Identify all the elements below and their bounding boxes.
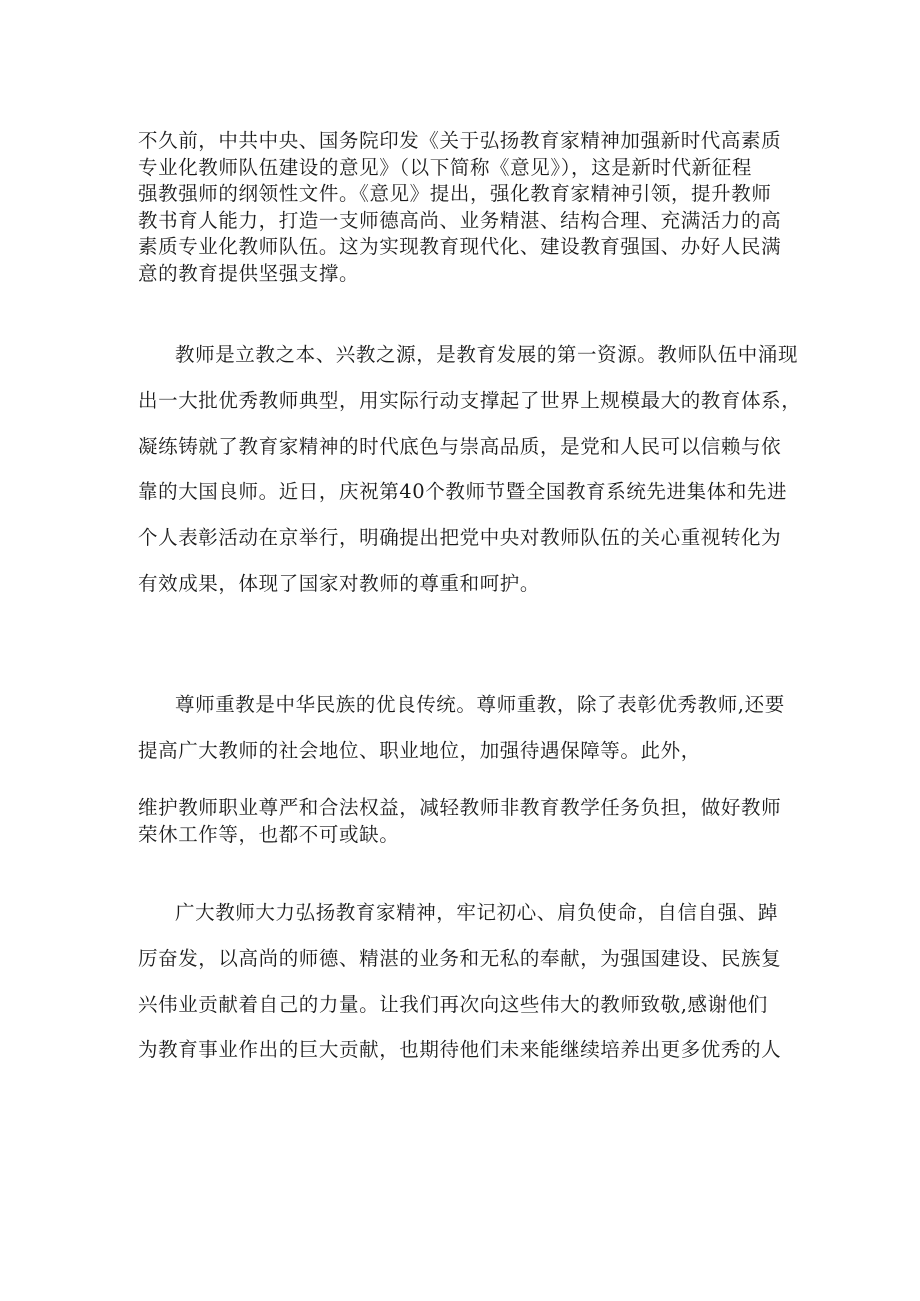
text-line: 兴伟业贡献着自己的力量。让我们再次向这些伟大的教师致敬,感谢他们: [138, 992, 768, 1016]
text-line: 凝练铸就了教育家精神的时代底色与崇高品质，是党和人民可以信赖与依: [138, 434, 782, 458]
text-line: 意的教育提供坚强支撑。: [138, 261, 360, 285]
paragraph-respect-teachers-continued: [138, 795, 788, 848]
text-line: 尊师重教是中华民族的优良传统。尊师重教，除了表彰优秀教师,还要: [175, 693, 785, 716]
text-line: 为教育事业作出的巨大贡献，也期待他们未来能继续培养出更多优秀的人: [138, 1038, 782, 1062]
text-line: 素质专业化教师队伍。这为实现教育现代化、建设教育强国、办好人民满: [138, 235, 782, 258]
paragraph-educator-spirit: [138, 890, 788, 1073]
text-line: 靠的大国良师。近日，庆祝第40个教师节暨全国教育系统先进集体和先进: [138, 480, 788, 504]
text-line: 教书育人能力，打造一支师德高尚、业务精湛、结构合理、充满活力的高: [138, 208, 782, 232]
text-line: 强教强师的纲领性文件。《意见》提出，强化教育家精神引领，提升教师: [138, 182, 772, 205]
paragraph-teachers-resource: [138, 332, 802, 607]
text-line: 不久前，中共中央、国务院印发《关于弘扬教育家精神加强新时代高素质: [138, 129, 782, 152]
text-line: 教师是立教之本、兴教之源，是教育发展的第一资源。教师队伍中涌现: [175, 343, 799, 366]
text-line: 荣休工作等，也都不可或缺。: [138, 822, 400, 846]
text-line: 专业化教师队伍建设的意见》（以下简称《意见》），这是新时代新征程: [138, 155, 752, 179]
text-line: 个人表彰活动在京举行，明确提出把党中央对教师队伍的关心重视转化为: [138, 526, 782, 550]
paragraph-respect-teachers: [138, 682, 788, 774]
text-line: 出一大批优秀教师典型，用实际行动支撑起了世界上规模最大的教育体系，: [138, 388, 802, 412]
text-line: 有效成果，体现了国家对教师的尊重和呵护。: [138, 571, 541, 595]
text-line: 厉奋发，以高尚的师德、精湛的业务和无私的奉献，为强国建设、民族复: [138, 946, 782, 970]
text-line: 广大教师大力弘扬教育家精神，牢记初心、肩负使命，自信自强、踔: [175, 901, 779, 924]
paragraph-intro: [138, 128, 788, 287]
text-line: 维护教师职业尊严和合法权益，减轻教师非教育教学任务负担，做好教师: [138, 796, 782, 819]
text-line: 提高广大教师的社会地位、职业地位，加强待遇保障等。此外，: [138, 739, 701, 762]
